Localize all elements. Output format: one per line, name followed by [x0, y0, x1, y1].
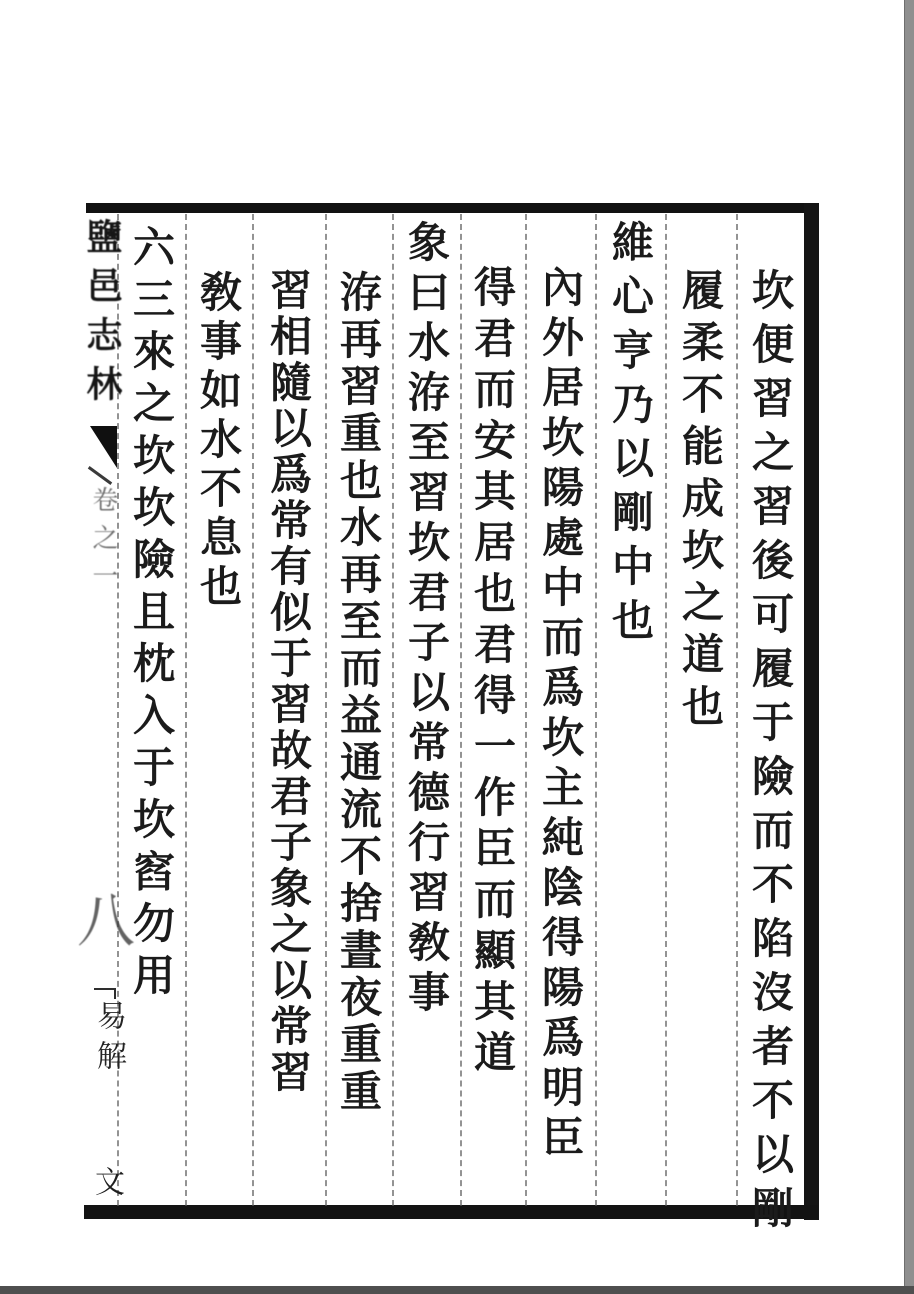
spine-page-number: 八: [76, 887, 135, 955]
scan-edge-right: [904, 0, 914, 1294]
page-frame-right: [804, 203, 819, 1220]
column-rule: [525, 214, 527, 1206]
column-rule: [185, 214, 187, 1206]
text-column-4: 內外居坎陽處中而爲坎主純陰得陽爲明臣: [536, 265, 585, 1165]
text-column-8: 習相隨以爲常有似于習故君子象之以常習: [264, 268, 313, 1096]
scan-edge-bottom: [0, 1286, 914, 1294]
page-frame-top: [86, 203, 818, 213]
column-rule: [736, 214, 738, 1206]
text-column-7: 洊再習重也水再至而益通流不捨晝夜重重: [334, 270, 383, 1116]
text-column-3: 維心亨乃以剛中也: [606, 220, 655, 652]
text-column-9: 敎事如水不息也: [194, 270, 243, 613]
text-column-5: 得君而安其居也君得一作臣而顯其道: [468, 265, 517, 1081]
spine-series-title: 鹽邑志林: [81, 218, 122, 414]
spine-collation-mark: 文: [89, 1166, 124, 1196]
column-rule: [392, 214, 394, 1206]
spine-section-label: 易解: [91, 1000, 126, 1080]
spine-chapter-label: 卷之一: [88, 486, 118, 600]
text-column-2: 履柔不能成坎之道也: [676, 268, 725, 736]
column-rule: [325, 214, 327, 1206]
page-frame-bottom: [84, 1205, 818, 1219]
text-column-1: 坎便習之習後可履于險而不陷沒者不以剛: [746, 268, 795, 1240]
column-rule: [460, 214, 462, 1206]
corner-mark-icon: [94, 988, 116, 999]
text-column-10: 六三來之坎坎險且枕入于坎窞勿用: [127, 225, 176, 1005]
column-rule: [665, 214, 667, 1206]
text-column-6: 象曰水洊至習坎君子以常德行習敎事: [402, 220, 451, 1020]
column-rule: [595, 214, 597, 1206]
fishtail-icon: [90, 426, 117, 468]
fishtail-tail-stroke-icon: [88, 466, 112, 485]
column-rule: [252, 214, 254, 1206]
